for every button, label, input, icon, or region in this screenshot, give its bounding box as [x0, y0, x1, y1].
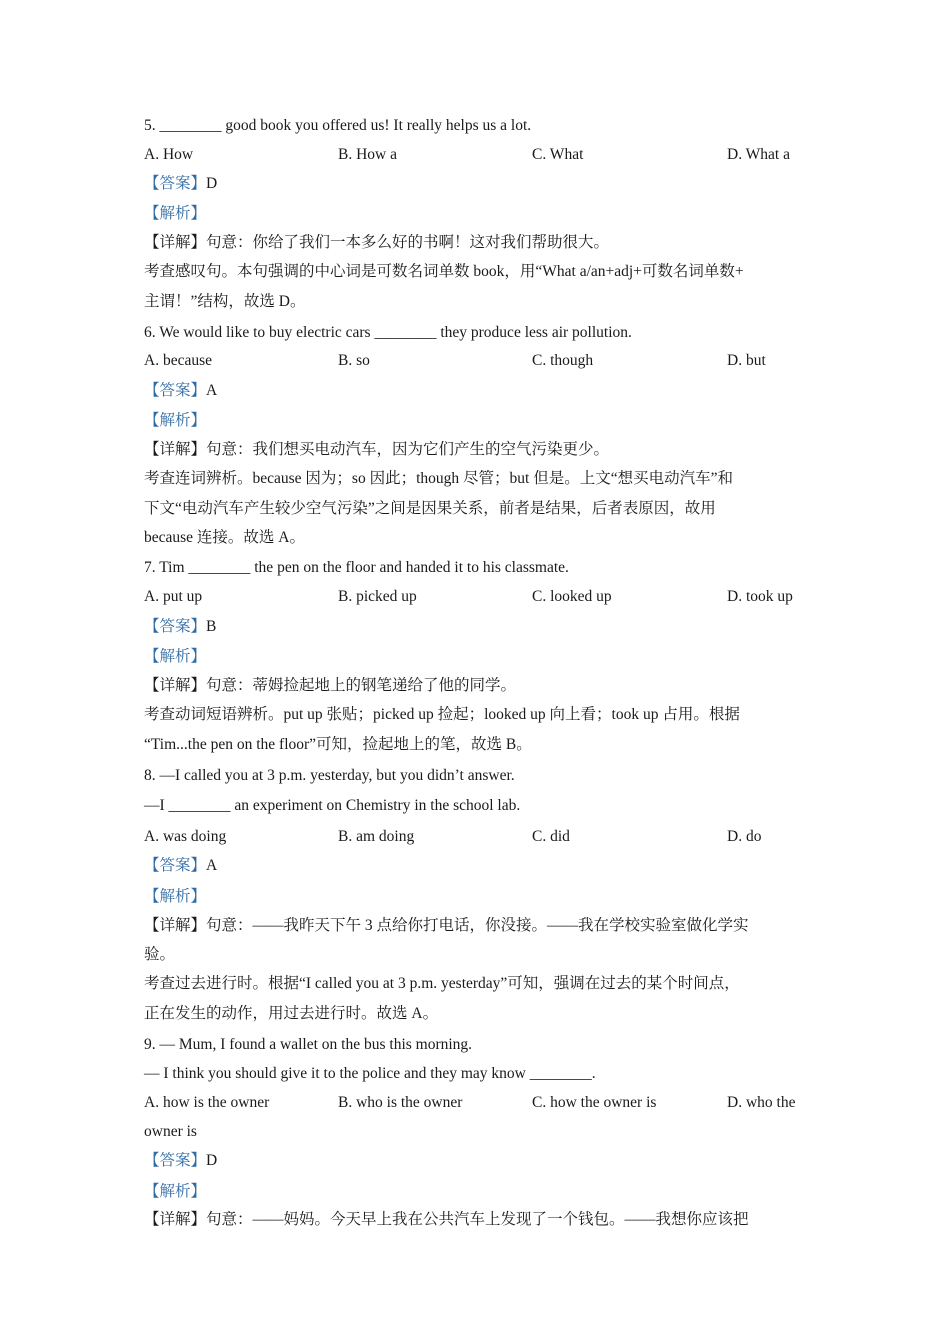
question-5-detail-line: 主谓！”结构，故选 D。 [144, 293, 306, 310]
question-5-option-c: C. What [532, 146, 584, 163]
question-8-answer [144, 856, 217, 876]
answer-value: D [206, 1152, 218, 1169]
answer-label: 【答案】 [144, 857, 207, 874]
question-7-detail-line: 考查动词短语辨析。put up 张贴；picked up 捡起；looked up 向上看；took up 占用。根据 [144, 706, 740, 723]
answer-value: D [206, 175, 218, 192]
question-6-option-a: A. because [144, 352, 212, 369]
question-7-detail-line: 【详解】句意：蒂姆捡起地上的钢笔递给了他的同学。 [144, 677, 517, 694]
question-9-stem: 9. — Mum, I found a wallet on the bus this morning. [144, 1036, 473, 1053]
answer-value: A [206, 857, 218, 874]
question-8-option-a: A. was doing [144, 828, 227, 845]
question-6-stem: 6. We would like to buy electric cars ________ they produce less air pollution. [144, 324, 632, 341]
question-6-option-c: C. though [532, 352, 594, 369]
question-8-detail-line: 验。 [144, 946, 176, 963]
question-7-detail-line: “Tim...the pen on the floor”可知，捡起地上的笔，故选 B。 [144, 736, 532, 753]
question-8-detail-line: 考查过去进行时。根据“I called you at 3 p.m. yesterday”可知，强调在过去的某个时间点， [144, 975, 740, 992]
question-5-stem: 5. ________ good book you offered us! It really helps us a lot. [144, 117, 532, 134]
question-8-option-d: D. do [727, 828, 762, 845]
question-9-option-c: C. how the owner is [532, 1094, 657, 1111]
question-7-analysis-label: 【解析】 [144, 648, 207, 665]
question-9-option-b: B. who is the owner [338, 1094, 463, 1111]
question-7-option-a: A. put up [144, 588, 203, 605]
question-5-detail-line: 【详解】句意：你给了我们一本多么好的书啊！这对我们帮助很大。 [144, 234, 610, 251]
question-8-analysis-label: 【解析】 [144, 888, 207, 905]
answer-label: 【答案】 [144, 618, 207, 635]
question-8-option-c: C. did [532, 828, 570, 845]
question-6-detail-line: 【详解】句意：我们想买电动汽车，因为它们产生的空气污染更少。 [144, 441, 610, 458]
question-8-option-b: B. am doing [338, 828, 415, 845]
answer-value: B [206, 618, 217, 635]
question-6-detail-line: 考查连词辨析。because 因为；so 因此；though 尽管；but 但是。上文“想买电动汽车”和 [144, 470, 733, 487]
question-7-option-b: B. picked up [338, 588, 417, 605]
question-8-stem: 8. —I called you at 3 p.m. yesterday, but you didn’t answer. [144, 767, 515, 784]
question-6-analysis-label: 【解析】 [144, 412, 207, 429]
question-7-stem: 7. Tim ________ the pen on the floor and handed it to his classmate. [144, 559, 569, 576]
question-5-detail-line: 考查感叹句。本句强调的中心词是可数名词单数 book，用“What a/an+adj+可数名词单数+ [144, 263, 744, 280]
question-8-detail-line: 【详解】句意：——我昨天下午 3 点给你打电话，你没接。——我在学校实验室做化学实 [144, 917, 749, 934]
question-7-option-c: C. looked up [532, 588, 612, 605]
question-5-answer [144, 174, 217, 194]
question-5-option-a: A. How [144, 146, 194, 163]
question-6-option-d: D. but [727, 352, 766, 369]
question-6-detail-line: because 连接。故选 A。 [144, 529, 305, 546]
question-9-option-d: D. who the [727, 1094, 796, 1111]
question-9-analysis-label: 【解析】 [144, 1183, 207, 1200]
answer-value: A [206, 382, 218, 399]
question-5-option-b: B. How a [338, 146, 397, 163]
answer-label: 【答案】 [144, 175, 207, 192]
question-6-detail-line: 下文“电动汽车产生较少空气污染”之间是因果关系，前者是结果，后者表原因，故用 [144, 500, 716, 517]
answer-label: 【答案】 [144, 382, 207, 399]
question-8-detail-line: 正在发生的动作，用过去进行时。故选 A。 [144, 1005, 439, 1022]
question-9-answer [144, 1151, 217, 1171]
question-5-option-d: D. What a [727, 146, 790, 163]
answer-label: 【答案】 [144, 1152, 207, 1169]
question-9-option-a: A. how is the owner [144, 1094, 270, 1111]
question-6-option-b: B. so [338, 352, 370, 369]
question-9-detail-line: 【详解】句意：——妈妈。今天早上我在公共汽车上发现了一个钱包。——我想你应该把 [144, 1211, 749, 1228]
question-9-option-d-wrap: owner is [144, 1123, 197, 1140]
question-7-answer [144, 617, 216, 637]
question-9-stem-reply: — I think you should give it to the police and they may know ________. [144, 1065, 596, 1082]
question-6-answer [144, 381, 217, 401]
question-7-option-d: D. took up [727, 588, 793, 605]
question-8-stem-reply: —I ________ an experiment on Chemistry in the school lab. [144, 797, 521, 814]
question-5-analysis-label: 【解析】 [144, 205, 207, 222]
